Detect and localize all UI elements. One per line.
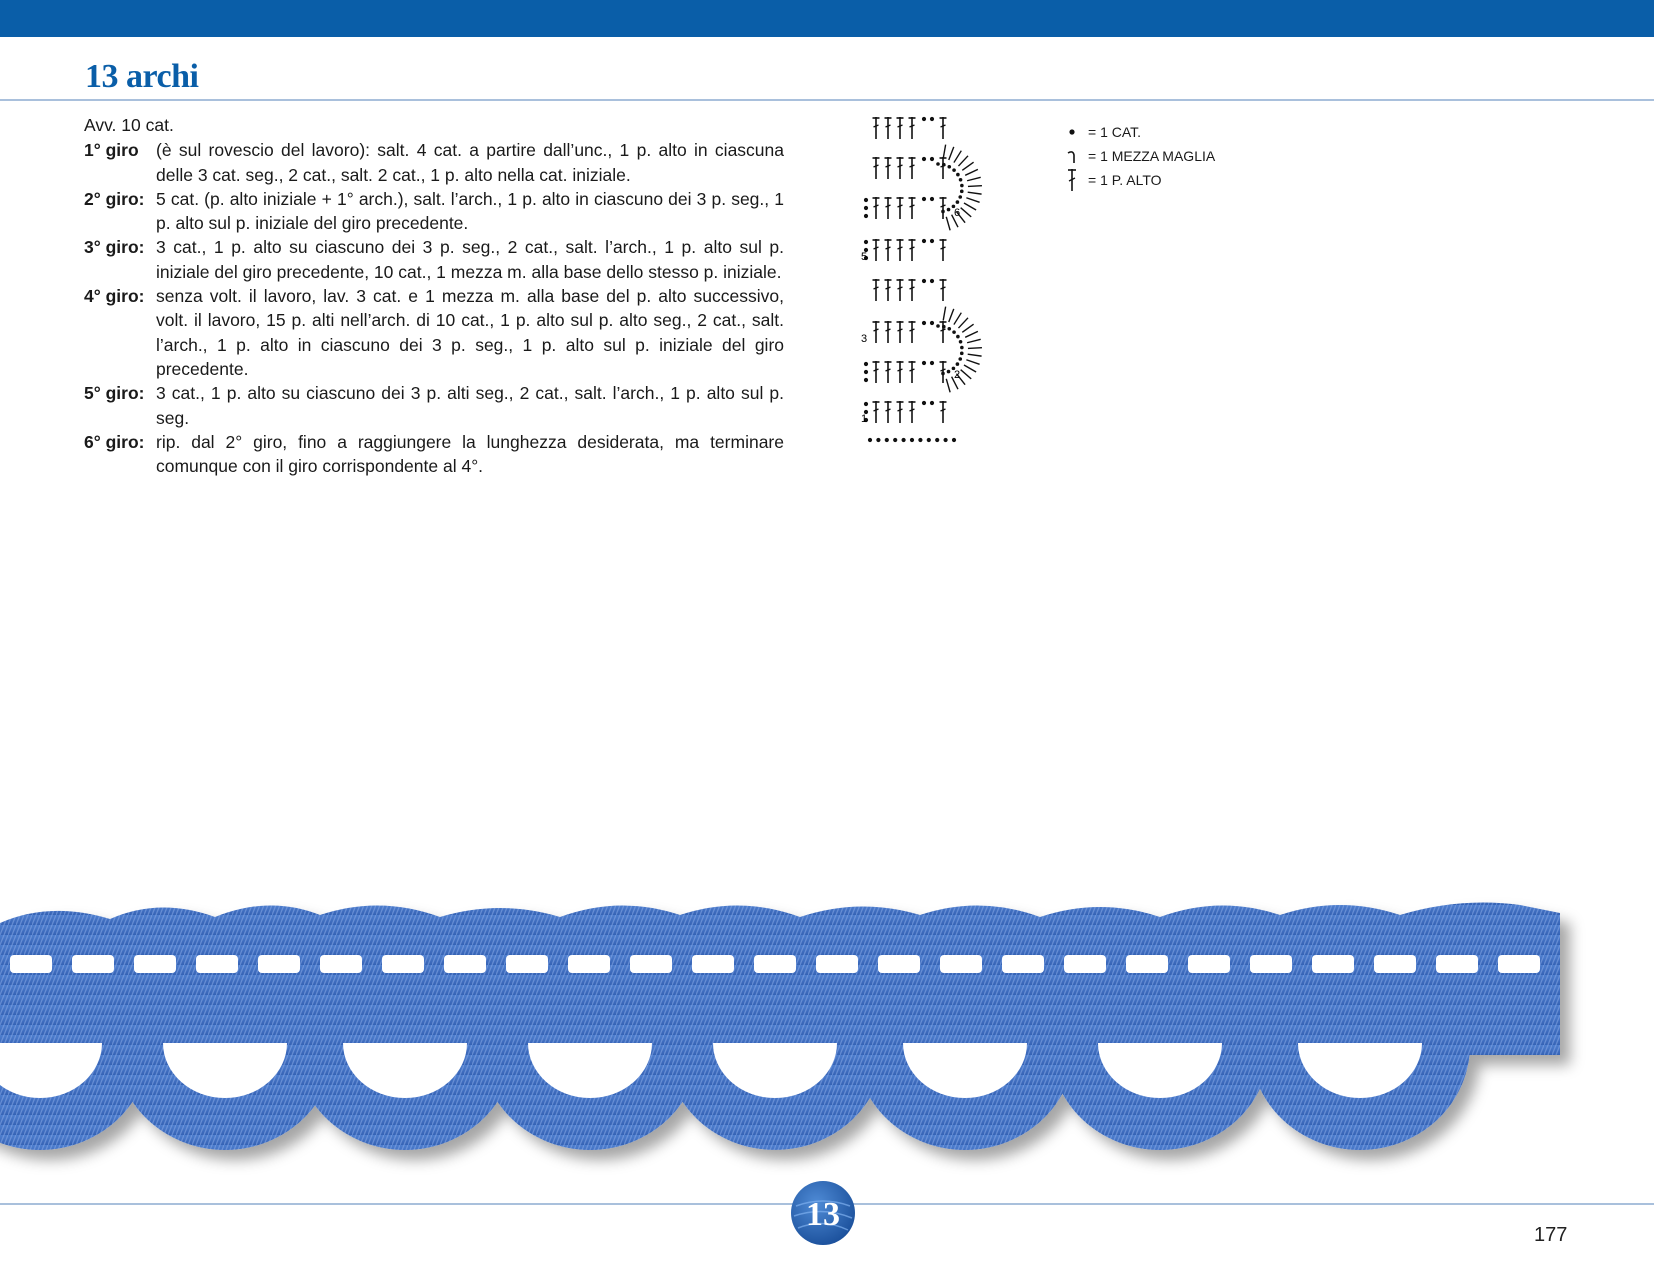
instruction-step (84, 138, 784, 187)
chain-symbol (935, 438, 939, 442)
mesh-opening (816, 955, 858, 973)
double-crochet-symbol (897, 117, 904, 139)
arch-stitch (964, 203, 976, 210)
mesh-opening (940, 955, 982, 973)
double-crochet-symbol (885, 279, 892, 301)
instructions (84, 113, 784, 478)
mesh-opening (506, 955, 548, 973)
arch-stitch (966, 198, 979, 203)
mesh-opening (1188, 955, 1230, 973)
chain-symbol (960, 346, 964, 350)
step-label: 6° giro: (84, 431, 145, 452)
crochet-chart (858, 110, 1058, 452)
mesh-opening (692, 955, 734, 973)
double-crochet-symbol (909, 197, 916, 219)
chain-symbol (944, 438, 948, 442)
double-crochet-symbol (909, 239, 916, 261)
chain-symbol (947, 327, 951, 331)
double-crochet-symbol (885, 157, 892, 179)
legend-label: = 1 P. ALTO (1088, 172, 1162, 188)
instruction-step (84, 430, 784, 479)
mesh-opening (258, 955, 300, 973)
arch-stitch (968, 354, 982, 356)
chain-symbol (960, 184, 964, 188)
legend-item (1064, 144, 1215, 168)
chart-legend (1064, 120, 1215, 192)
row-number: 2 (954, 369, 961, 381)
mesh-opening (1126, 955, 1168, 973)
mesh-opening (1436, 955, 1478, 973)
chain-symbol (876, 438, 880, 442)
chain-symbol (941, 210, 945, 214)
double-crochet-symbol (897, 361, 904, 383)
mesh-opening (630, 955, 672, 973)
chain-symbol (922, 279, 926, 283)
arch-stitch (966, 360, 979, 365)
arch-stitch (962, 324, 973, 332)
arch-stitch (949, 309, 954, 322)
arch-stitch (967, 339, 981, 342)
chain-symbol (922, 197, 926, 201)
step-label: 1° giro (84, 140, 139, 161)
double-crochet-symbol (885, 117, 892, 139)
chain-symbol (960, 352, 964, 356)
double-crochet-symbol (897, 239, 904, 261)
double-crochet-symbol (897, 157, 904, 179)
double-crochet-symbol (873, 401, 880, 423)
chain-symbol (958, 195, 962, 199)
double-crochet-symbol (873, 157, 880, 179)
arch-stitch (946, 379, 950, 392)
row-number: 1 (861, 413, 868, 425)
mesh-opening (754, 955, 796, 973)
arch-stitch (968, 348, 982, 349)
arch-stitch (962, 162, 973, 170)
double-crochet-symbol (885, 321, 892, 343)
chain-symbol (927, 438, 931, 442)
double-crochet-symbol (940, 117, 947, 139)
step-label: 2° giro: (84, 188, 145, 209)
chain-symbol (930, 157, 934, 161)
row-number: 5 (861, 251, 868, 263)
chain-symbol (864, 362, 868, 366)
arch-stitch (965, 331, 978, 337)
chain-symbol (956, 173, 960, 177)
step-label: 3° giro: (84, 237, 145, 258)
double-crochet-symbol (873, 321, 880, 343)
step-label: 4° giro: (84, 286, 145, 307)
chain-symbol (930, 361, 934, 365)
chain-symbol (910, 438, 914, 442)
header-bar (0, 0, 1654, 37)
arch-stitch (954, 151, 961, 163)
legend-item (1064, 168, 1215, 192)
legend-item (1064, 120, 1215, 144)
chain-symbol (922, 239, 926, 243)
chain-symbol (947, 165, 951, 169)
instruction-step (84, 187, 784, 236)
arch-stitch (967, 177, 981, 180)
arch-stitch (946, 217, 950, 230)
step-text: 3 cat., 1 p. alto su ciascuno dei 3 p. seg., 2 cat., salt. l’arch., 1 p. alto sul p. iniziale del giro precedente, 10 cat., 1 mezza m. alla base dello stesso p. iniziale. (156, 237, 784, 282)
chain-symbol (952, 330, 956, 334)
arch-stitch (949, 147, 954, 160)
chain-symbol (936, 162, 940, 166)
chain-symbol (958, 357, 962, 361)
mesh-opening (1002, 955, 1044, 973)
chain-symbol (952, 168, 956, 172)
mesh-opening (320, 955, 362, 973)
double-crochet-symbol (885, 197, 892, 219)
mesh-opening (1064, 955, 1106, 973)
double-crochet-symbol (897, 401, 904, 423)
double-crochet-symbol (940, 197, 947, 219)
chain-symbol (918, 438, 922, 442)
crochet-lace-image (0, 895, 1654, 1185)
instructions-intro: Avv. 10 cat. (84, 115, 174, 135)
chain-symbol (959, 340, 963, 344)
instruction-step (84, 381, 784, 430)
mesh-opening (568, 955, 610, 973)
double-crochet-symbol (885, 239, 892, 261)
double-crochet-symbol (897, 279, 904, 301)
chain-symbol (902, 438, 906, 442)
chain-symbol (868, 438, 872, 442)
chain-symbol (930, 239, 934, 243)
chain-symbol (952, 438, 956, 442)
chain-symbol (947, 370, 951, 374)
step-text: senza volt. il lavoro, lav. 3 cat. e 1 mezza m. alla base del p. alto successivo, volt. il lavoro, 15 p. alti nell’arch. di 10 cat., 1 p. alto sul p. alto seg., 2 cat., salt. l’arch., 1 p. alto in ciascuno dei 3 p. seg., 1 p. alto sul p. iniziale del giro precedente. (156, 286, 784, 379)
double-crochet-symbol (909, 117, 916, 139)
chain-symbol (960, 190, 964, 194)
step-text: 3 cat., 1 p. alto su ciascuno dei 3 p. alti seg., 2 cat., salt. l’arch., 1 p. alto sul p. seg. (156, 383, 784, 428)
mesh-opening (1250, 955, 1292, 973)
double-crochet-symbol (909, 361, 916, 383)
double-crochet-symbol (940, 157, 947, 179)
chain-dot-icon (1064, 120, 1088, 144)
double-crochet-symbol (873, 239, 880, 261)
instruction-step (84, 235, 784, 284)
double-crochet-symbol (897, 321, 904, 343)
double-crochet-symbol (940, 239, 947, 261)
slip-stitch-icon (1064, 144, 1088, 168)
double-crochet-symbol (909, 401, 916, 423)
chain-symbol (956, 335, 960, 339)
arch-stitch (964, 365, 976, 372)
row-number: 6 (954, 207, 961, 219)
legend-label: = 1 MEZZA MAGLIA (1088, 148, 1216, 164)
badge-number: 13 (806, 1196, 840, 1233)
chain-symbol (864, 378, 868, 382)
chain-symbol (930, 321, 934, 325)
chain-symbol (922, 117, 926, 121)
mesh-opening (878, 955, 920, 973)
arch-stitch (961, 370, 972, 379)
chain-symbol (864, 240, 868, 244)
step-label: 5° giro: (84, 383, 145, 404)
double-crochet-symbol (940, 401, 947, 423)
chain-symbol (885, 438, 889, 442)
double-crochet-symbol (873, 117, 880, 139)
mesh-opening (10, 955, 52, 973)
arch-stitch (968, 192, 982, 194)
mesh-opening (382, 955, 424, 973)
chain-symbol (930, 117, 934, 121)
lace-band (0, 903, 1560, 1150)
chain-symbol (922, 157, 926, 161)
chain-symbol (930, 279, 934, 283)
double-crochet-symbol (885, 361, 892, 383)
step-text: rip. dal 2° giro, fino a raggiungere la lunghezza desiderata, ma terminare comunque con il giro corrispondente al 4°. (156, 431, 784, 477)
double-crochet-symbol (909, 157, 916, 179)
arch-stitch (958, 318, 968, 328)
mesh-opening (1498, 955, 1540, 973)
double-crochet-symbol (909, 279, 916, 301)
chain-symbol (947, 208, 951, 212)
chain-symbol (922, 321, 926, 325)
chain-symbol (864, 214, 868, 218)
chain-symbol (864, 206, 868, 210)
instruction-step (84, 284, 784, 381)
arch-stitch (968, 186, 982, 187)
chain-symbol (942, 163, 946, 167)
arch-stitch (943, 145, 945, 159)
mesh-opening (444, 955, 486, 973)
chain-symbol (930, 401, 934, 405)
chain-symbol (936, 324, 940, 328)
double-crochet-symbol (909, 321, 916, 343)
chain-symbol (864, 402, 868, 406)
arch-stitch (965, 169, 978, 175)
chain-symbol (941, 372, 945, 376)
double-crochet-symbol (873, 279, 880, 301)
step-text: 5 cat. (p. alto iniziale + 1° arch.), salt. l’arch., 1 p. alto in ciascuno dei 3 p. seg., 1 p. alto sul p. iniziale del giro precedente. (156, 188, 784, 234)
mesh-opening (1374, 955, 1416, 973)
title-divider (0, 99, 1654, 101)
page-number: 177 (1534, 1224, 1568, 1246)
chain-symbol (956, 362, 960, 366)
chain-symbol (893, 438, 897, 442)
double-crochet-symbol (940, 321, 947, 343)
chain-symbol (930, 197, 934, 201)
page-title: 13 archi (85, 58, 199, 95)
arch-stitch (954, 313, 961, 325)
mesh-opening (196, 955, 238, 973)
chart-stitches (864, 117, 982, 442)
chain-symbol (922, 401, 926, 405)
double-crochet-icon (1064, 168, 1088, 192)
chain-symbol (942, 325, 946, 329)
yarn-ball-badge (788, 1178, 858, 1248)
double-crochet-symbol (873, 197, 880, 219)
mesh-opening (72, 955, 114, 973)
legend-label: = 1 CAT. (1088, 124, 1142, 140)
double-crochet-symbol (897, 197, 904, 219)
arch-stitch (958, 156, 968, 166)
chain-symbol (959, 178, 963, 182)
chain-symbol (956, 200, 960, 204)
double-crochet-symbol (885, 401, 892, 423)
double-crochet-symbol (940, 279, 947, 301)
chain-symbol (922, 361, 926, 365)
arch-stitch (943, 307, 945, 321)
chain-symbol (864, 198, 868, 202)
chain-symbol (864, 370, 868, 374)
mesh-opening (1312, 955, 1354, 973)
row-number: 3 (861, 333, 868, 345)
step-text: (è sul rovescio del lavoro): salt. 4 cat. a partire dall’unc., 1 p. alto in ciascuna delle 3 cat. seg., 2 cat., salt. 2 cat., 1 p. alto nella cat. iniziale. (156, 140, 784, 185)
arch-stitch (961, 208, 972, 217)
mesh-opening (134, 955, 176, 973)
double-crochet-symbol (873, 361, 880, 383)
